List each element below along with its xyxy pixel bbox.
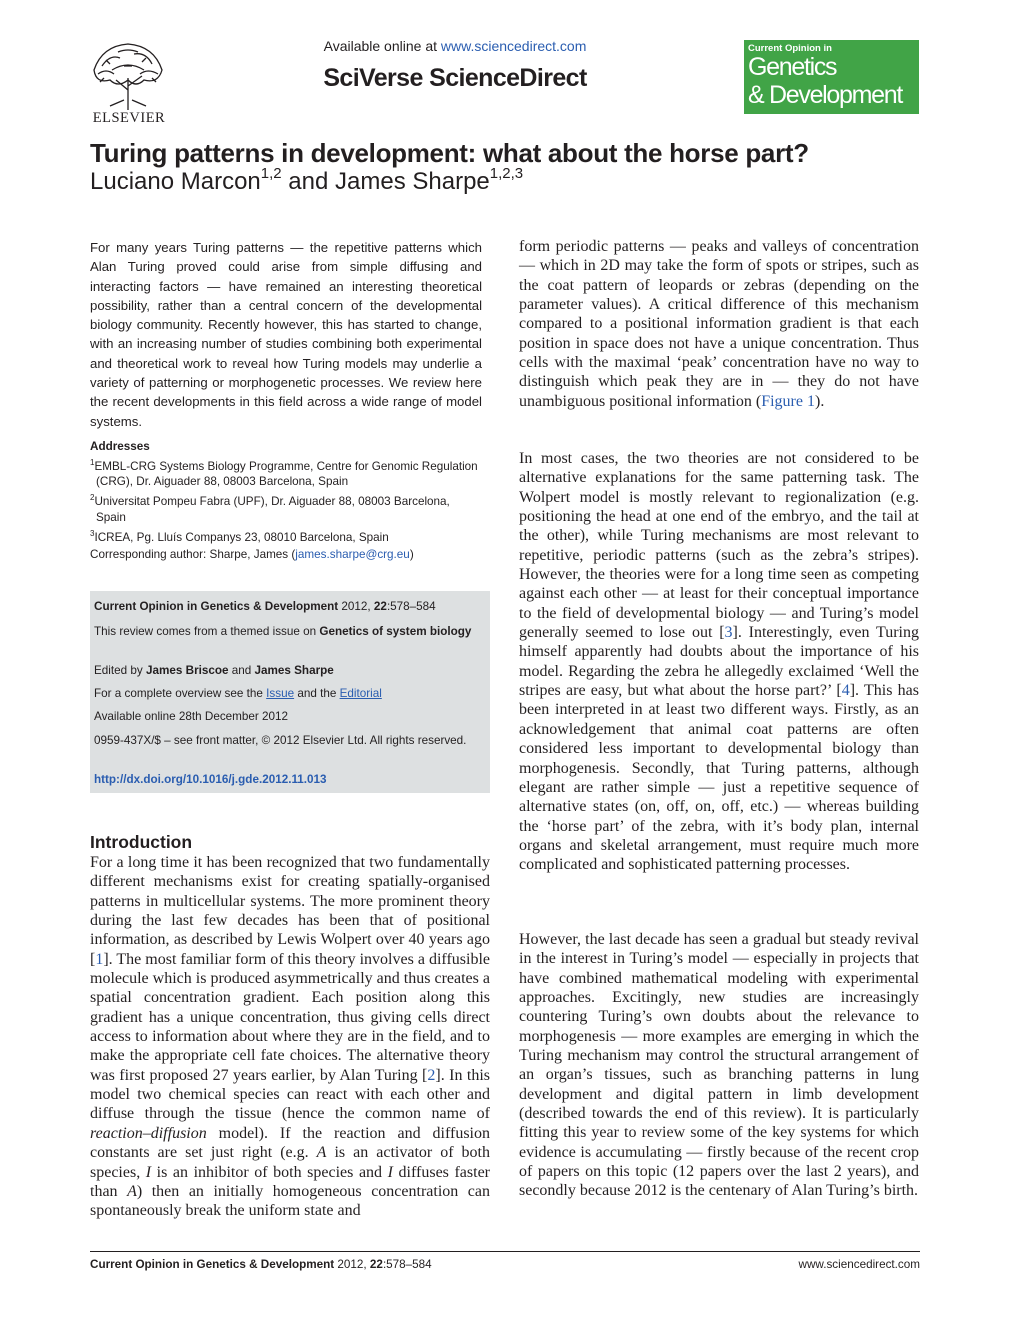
address-item: $^2$Universitat Pompeu Fabra (UPF), Dr. Aiguader 88, 08003 Barcelona, Spain [90,493,450,524]
doi-link[interactable]: http://dx.doi.org/10.1016/j.gde.2012.11.013 [94,773,327,786]
sciencedirect-link[interactable]: www.sciencedirect.com [440,38,587,54]
address-item: $^3$ICREA, Pg. Lluís Companys 23, 08010 Barcelona, Spain [90,528,389,544]
badge-line-2: & Development [748,81,903,109]
publisher-name: ELSEVIER [92,110,166,126]
sciverse-logo: SciVerse ScienceDirect [323,64,587,92]
editorial-link[interactable]: Editorial [339,687,382,700]
author-2-affil: 1,2,3 [489,165,524,182]
introduction-paragraph: For a long time it has been recognized that two fundamentally different mechanisms exist for creating spatially-organised patterns in multicellular systems. The more prominent theory during the last few decades has been that of positional information, as described by Lewis Wolpert over 40 years ago [1]. The most familiar form of this theory involves a diffusible molecule which is produced asymmetrically and thus creates a spatial concentration gradient. Each position along this gradient has a unique concentration, thus giving cells direct access to information about where they are in the field, and to make the appropriate cell fate choices. The alternative theory was first proposed 27 years earlier, by Alan Turing [2]. In this model two chemical species can react with each other and diffuse through the tissue (hence the common name of reaction–diffusion model). If the reaction and diffusion constants are set just right (e.g. A is an activator of both species, I is an inhibitor of both species and I diffuses faster than A) then an initially homogeneous concentration can spontaneously break the uniform state and [90,854,491,1220]
available-online [300,38,610,54]
info-available-date: Available online 28th December 2012 [94,710,289,723]
info-overview: For a complete overview see the Issue and the Editorial [94,687,382,700]
body-paragraph-2: In most cases, the two theories are not considered to be alternative explanations for the same patterning task. The Wolpert model is mostly relevant to regionalization (e.g. positioning the head at one end of the embryo, and the tail at the other), while Turing mechanisms are most relevant to repetitive, periodic patterns (such as the zebra’s stripes). However, the theories were for a long time seen as competing against each other — at least for their conceptual importance to the field of developmental biology — and Turing’s model generally seemed to lose out [3]. Interestingly, even Turing himself apparently had doubts about the importance of his model. Regarding the zebra he allegedly exclaimed ‘Well the stripes are easy, but what about the horse part?’ [4]. This has been interpreted in at least two different ways. Firstly, as an acknowledgement that animal coat patterns are often considered less important to developmental biology than morphogenesis. Secondly, that Turing patterns, although elegant are rather simple — just a repetitive sequence of alternative states (on, off, on, off, etc.) — whereas building the ‘horse part’ of the zebra, with it’s body plan, internal organs and skeletal arrangement, must require much more complicated and sophisticated patterning processes. [519,450,919,874]
info-themed-issue: This review comes from a themed issue on Genetics of system biology [94,625,472,638]
ref-link[interactable]: 2 [427,1066,436,1084]
author-2: James Sharpe [335,168,490,195]
footer-divider [90,1251,920,1252]
footer-citation: Current Opinion in Genetics & Development 2012, 22:578–584 [90,1258,432,1271]
abstract: For many years Turing patterns — the repetitive patterns which Alan Turing proved could arise from simple diffusing and interacting factors — have remained an interesting theoretical possibility, rather than a central concern of the developmental biology community. Recently however, this has started to change, with an increasing number of studies combining both experimental and theoretical work to reveal how Turing models may underlie a variety of patterning or morphogenetic processes. We review here the recent developments in this field across a wide range of model systems. [90,240,482,429]
address-item: $^1$EMBL-CRG Systems Biology Programme, Centre for Genomic Regulation (CRG), Dr. Aiguader 88, 08003 Barcelona, Spain [90,457,478,489]
info-box [90,591,490,793]
author-1: Luciano Marcon [90,168,261,195]
figure-1-link[interactable]: Figure 1 [761,392,815,410]
corresponding-author: Corresponding author: Sharpe, James (james.sharpe@crg.eu) [90,548,414,561]
authors-and: and [281,168,336,195]
badge-line-1: Genetics [748,53,837,81]
info-editors: Edited by James Briscoe and James Sharpe [94,664,334,677]
journal-badge [744,40,919,114]
addresses-heading: Addresses [90,440,150,453]
info-copyright: 0959-437X/$ – see front matter, © 2012 Elsevier Ltd. All rights reserved. [94,734,467,747]
author-1-affil: 1,2 [260,165,282,182]
corresponding-email-link[interactable]: james.sharpe@crg.eu [295,548,410,561]
footer-url: www.sciencedirect.com [798,1258,920,1271]
body-paragraph-3: However, the last decade has seen a gradual but steady revival in the interest in Turing’s model — especially in projects that have combined mathematical modeling with experimental approaches. Excitingly, new studies are increasingly countering Turing’s own doubts about the relevance to morphogenesis — more examples are emerging in which the Turing mechanism may control the structural arrangement of an organ’s tissues, such as branching patterns in lung development and digital pattern in limb development (described towards the end of this review). It is particularly fitting this year to review some of the key systems for which evidence is accumulating — firstly because of the recent crop of papers on this topic (12 papers over the last 2 years), and secondly because 2012 is the centenary of Alan Turing’s birth. [519,931,919,1200]
available-prefix: Available online at [323,38,441,54]
info-citation: Current Opinion in Genetics & Development 2012, 22:578–584 [94,600,436,613]
article-title: Turing patterns in development: what about the horse part? [90,138,809,168]
addresses [90,439,482,545]
introduction-heading: Introduction [90,832,193,852]
ref-link[interactable]: 4 [841,682,850,700]
issue-link[interactable]: Issue [266,687,295,700]
ref-link[interactable]: 3 [724,624,733,642]
body-paragraph-1: form periodic patterns — peaks and valleys of concentration — which in 2D may take the form of spots or stripes, such as the coat pattern of leopards or zebras (depending on the parameter values). A critical difference of this mechanism compared to a positional information gradient is that each position in space does not have a unique concentration. Thus cells with the maximal ‘peak’ concentration have no way to distinguish which peak they are in — they do not have unambiguous positional information (Figure 1). [519,238,919,410]
badge-small-text: Current Opinion in [748,43,832,54]
authors [90,165,930,196]
ref-link[interactable]: 1 [95,950,104,968]
